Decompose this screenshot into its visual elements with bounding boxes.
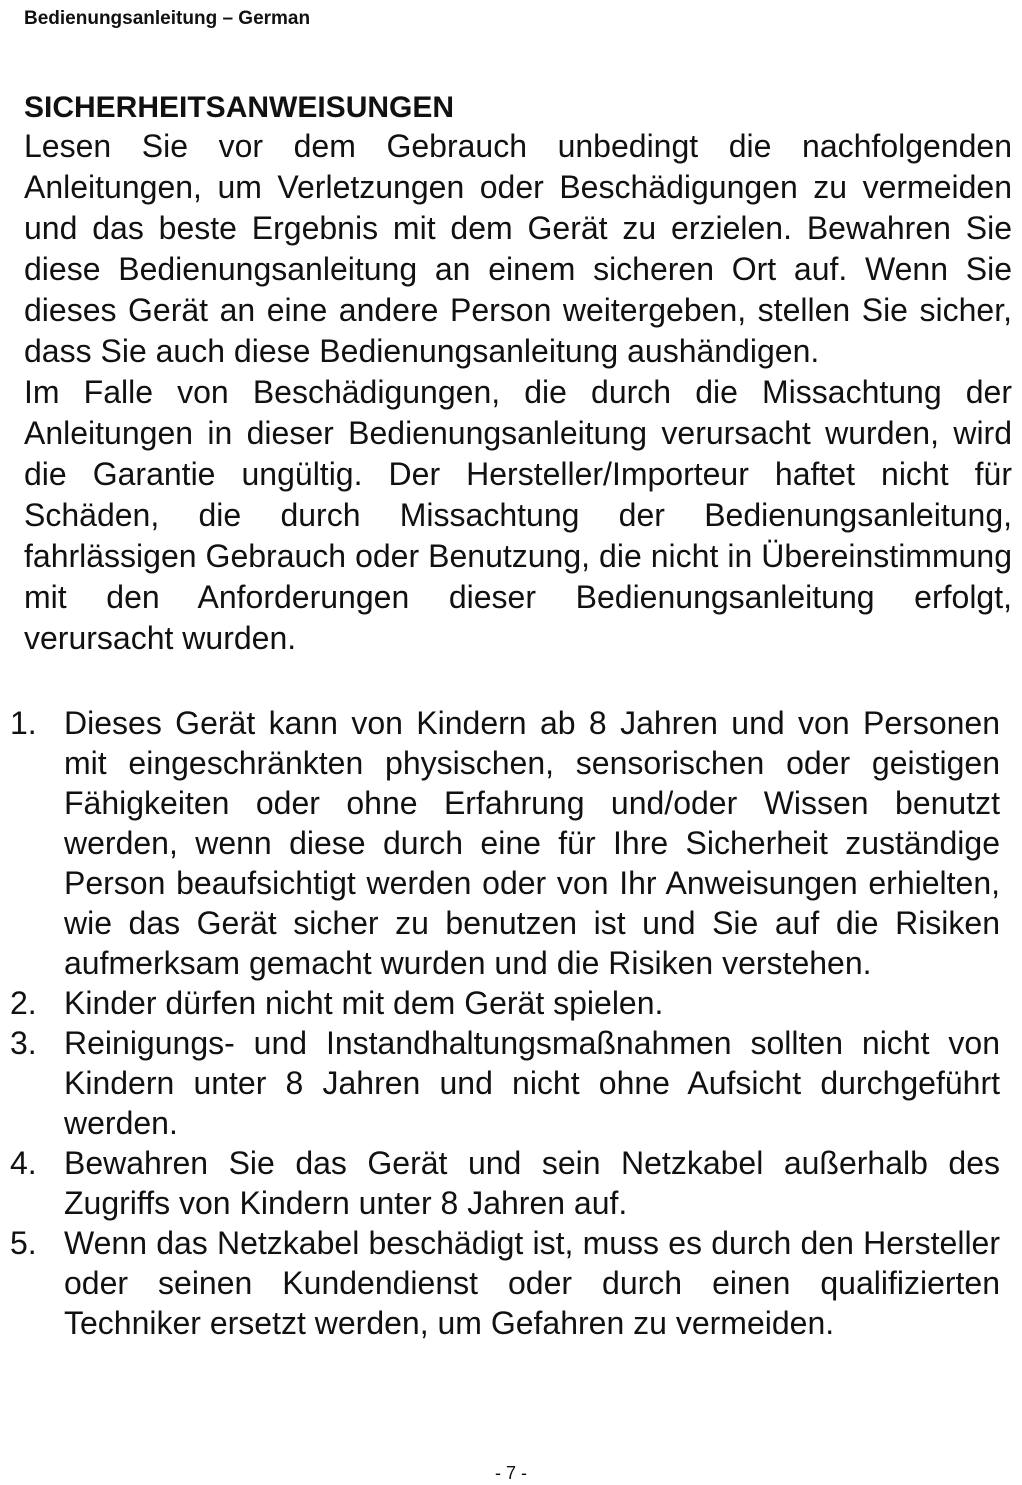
safety-instructions-list <box>10 703 1000 1343</box>
list-item-text: Kinder dürfen nicht mit dem Gerät spielen. <box>64 985 664 1021</box>
list-item-text: Bewahren Sie das Gerät und sein Netzkabel außerhalb des Zugriffs von Kindern unter 8 Jahren auf. <box>64 1145 1000 1221</box>
intro-paragraph: Lesen Sie vor dem Gebrauch unbedingt die nachfolgenden Anleitungen, um Verletzungen oder Beschädigungen zu vermeiden und das beste Ergebnis mit dem Gerät zu erzielen. Bewahren Sie diese Bedienungsanleitung an einem sicheren Ort auf. Wenn Sie dieses Gerät an eine andere Person weitergeben, stellen Sie sicher, dass Sie auch diese Bedienungsanleitung aushändigen. <box>24 128 1012 369</box>
list-item-number: 3. <box>10 1025 37 1061</box>
page-number: - 7 - <box>494 1463 527 1483</box>
list-item-number: 1. <box>10 705 37 741</box>
list-item-text: Dieses Gerät kann von Kindern ab 8 Jahren und von Personen mit eingeschränkten physischen, sensorischen oder geistigen Fähigkeiten oder ohne Erfahrung und/oder Wissen benutzt werden, wenn diese durch eine für Ihre Sicherheit zuständige Person beaufsichtigt werden oder von Ihr Anweisungen erhielten, wie das Gerät sicher zu benutzen ist und Sie auf die Risiken aufmerksam gemacht wurden und die Risiken verstehen. <box>64 705 1000 981</box>
list-item-text: Wenn das Netzkabel beschädigt ist, muss es durch den Hersteller oder seinen Kundendienst oder durch einen qualifizierten Techniker ersetzt werden, um Gefahren zu vermeiden. <box>64 1225 1000 1341</box>
list-item-number: 5. <box>10 1225 37 1261</box>
list-item-text: Reinigungs- und Instandhaltungsmaßnahmen sollten nicht von Kindern unter 8 Jahren und nicht ohne Aufsicht durchgeführt werden. <box>64 1025 1000 1141</box>
safety-section <box>24 90 1012 659</box>
list-item <box>10 703 1000 983</box>
list-item <box>10 1023 1000 1143</box>
section-title: SICHERHEITSANWEISUNGEN <box>24 91 455 124</box>
list-item-number: 2. <box>10 985 37 1021</box>
list-item-number: 4. <box>10 1145 37 1181</box>
warranty-paragraph: Im Falle von Beschädigungen, die durch die Missachtung der Anleitungen in dieser Bedienungsanleitung verursacht wurden, wird die Garantie ungültig. Der Hersteller/Importeur haftet nicht für Schäden, die durch Missachtung der Bedienungsanleitung, fahrlässigen Gebrauch oder Benutzung, die nicht in Übereinstimmung mit den Anforderungen dieser Bedienungsanleitung erfolgt, verursacht wurden. <box>24 374 1012 656</box>
list-item <box>10 1143 1000 1223</box>
running-header: Bedienungsanleitung – German <box>24 8 311 29</box>
list-item <box>10 1223 1000 1343</box>
list-item <box>10 983 1000 1023</box>
